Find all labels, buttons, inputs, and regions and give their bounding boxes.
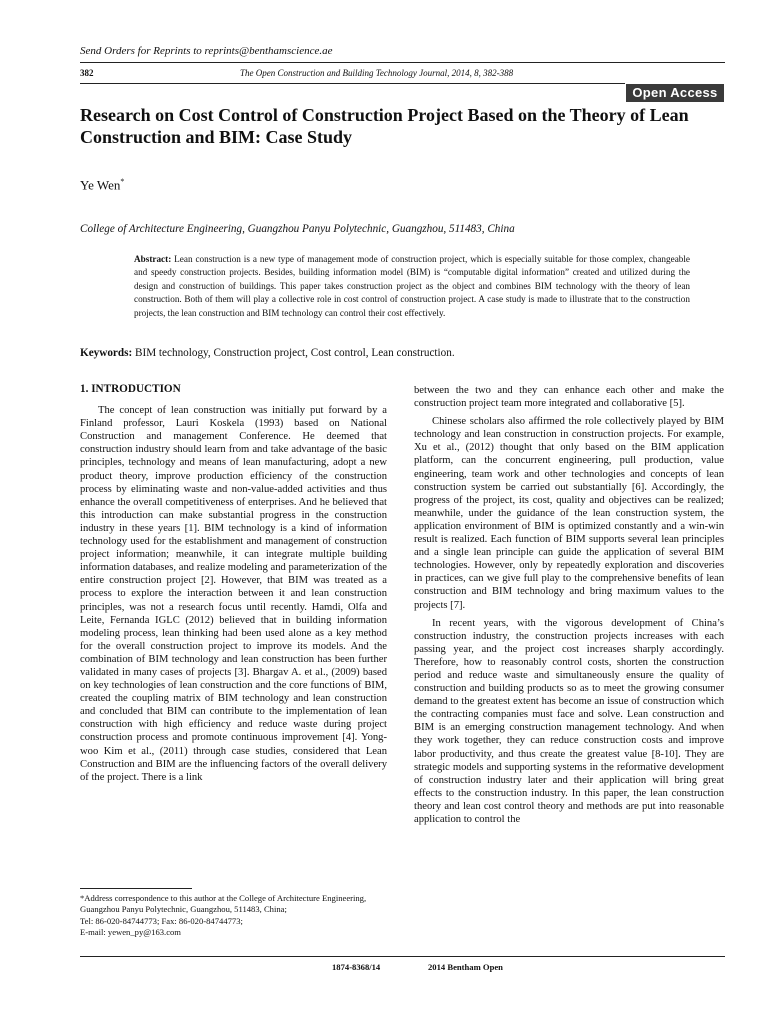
intro-paragraph-1: The concept of lean construction was initially put forward by a Finland professor, Lauri Koskela (1993) based on National Construction and management Conference. He deemed that construction industry should learn from and take advantage of the basic principles, technology and means of lean manufacturing, adopt a new product theory, improve production efficiency of the construction process by eliminating waste and non-value-added activities and thus enhance the overall competitiveness of enterprises. And he believed that this introduction can make substantial progress in the construction industry in these years [1]. BIM technology is a kind of information technology used for the establishment and management of construction project information; meanwhile, it can integrate multiple building information databases, and realize modeling and parameterization of the entire construction project [2]. However, that BIM was treated as a process to explore the interaction between it and lean construction principles, was not a research focus until recently. Hamdi, Olfa and Leite, Fernanda IGLC (2012) believed that in building information modeling process, lean thinking had been used alone as a key method for the overall construction project to improve its models. And the combination of BIM technology and lean construction has been further validated in many cases of projects [3]. Bhargav A. et al., (2009) based on key technologies of lean construction and the core functions of BIM, created the coupling matrix of BIM technology and lean construction and concluded that BIM can contribute to the implementation of lean construction with high efficiency and reduce waste during project construction process and promote continuous improvement [4]. Yong-woo Kim et al., (2011) through case studies, considered that Lean Construction and BIM are the influencing factors of the overall delivery of the project. There is a link xyxy=(80,405,387,783)
author-footnote-mark: * xyxy=(120,177,125,186)
article-title: Research on Cost Control of Construction Project Based on the Theory of Lean Construction and BIM: Case Study xyxy=(80,105,689,147)
reprint-notice: Send Orders for Reprints to reprints@benthamscience.ae xyxy=(80,45,333,57)
abstract xyxy=(134,253,690,320)
footer-rule xyxy=(80,956,725,957)
author-name-text: Ye Wen xyxy=(80,177,121,193)
correspondence-footnote xyxy=(80,893,390,938)
keywords-text: BIM technology, Construction project, Cost control, Lean construction. xyxy=(132,347,455,359)
footnote-phone: Tel: 86-020-84744773; Fax: 86-020-84744773; xyxy=(80,915,243,926)
footnote-email: E-mail: yewen_py@163.com xyxy=(80,926,181,937)
header-rule-secondary xyxy=(80,83,625,84)
keywords-label: Keywords: xyxy=(80,347,133,359)
keywords xyxy=(80,347,725,359)
issn: 1874-8368/14 xyxy=(332,962,381,972)
intro-paragraph-2: Chinese scholars also affirmed the role collectively played by BIM technology and lean construction in construction projects. For example, Xu et al., (2012) thought that only based on the BIM application platform, can the concurrent engineering, pull production, value engineering, team work and other technologies and concepts of lean construction system be carried out substantially [6]. Accordingly, the progress of the project, its cost, quality and objectives can be realized; meanwhile, under the guidance of the lean construction system, the application environment of BIM is optimized constantly and a win-win result is realized. Each function of BIM supports several lean principles and a single lean principle can guide the application of several BIM technologies. However, only by repeatedly exploration and discoveries in practices, can we give full play to the comprehensive benefits of lean construction and BIM technology and bring maximum values to the projects [7]. xyxy=(414,416,724,611)
footnote-address: *Address correspondence to this author at the College of Architecture Engineering, Guangzhou Panyu Polytechnic, Guangzhou, 511483, China; xyxy=(80,893,367,915)
journal-citation: The Open Construction and Building Technology Journal, 2014, 8, 382-388 xyxy=(240,68,514,78)
intro-paragraph-continued: between the two and they can enhance each other and make the construction project team more integrated and collaborative [5]. xyxy=(414,385,724,410)
page-number: 382 xyxy=(80,68,94,78)
intro-paragraph-3: In recent years, with the vigorous development of China’s construction industry, the construction projects increases with each passing year, and the project cost increases sharply accordingly. Therefore, how to reasonably control costs, shorten the construction period and reduce waste and simultaneously ensure the quality of construction and building products so as to meet the growing consumer demand to the greatest extent has become an issue of construction which the contracting companies must face and solve. Lean construction and BIM is an emerging construction management technology. And when they work together, they can reduce construction costs and improve labor productivity, and thus create the greatest value [8-10]. They are strategic models and supporting systems in the reformative development of construction industry later and their application will bring great effects to the construction industry. In this paper, the lean construction theory and lean cost control theory and methods are put into reasonable application to control the xyxy=(414,617,724,825)
left-column xyxy=(80,383,387,789)
author-name xyxy=(80,177,124,193)
abstract-text: Lean construction is a new type of management mode of construction project, which is especially suitable for those complex, changeable and speedy construction projects. Besides, building information model (BIM) is “computable digital information” created and utilized during the design and construction of buildings. This paper takes construction project as the object and combines BIM technology with the theory of lean construction. Both of them will play a collective role in cost control of construction project. A case study is made to illustrate that to the construction projects, the lean construction and BIM technology can control their cost effectively. xyxy=(134,254,690,318)
abstract-label: Abstract: xyxy=(134,254,172,264)
copyright: 2014 Bentham Open xyxy=(428,962,503,972)
open-access-badge: Open Access xyxy=(626,84,724,102)
footnote-rule xyxy=(80,888,192,889)
section-heading: 1. INTRODUCTION xyxy=(80,383,181,395)
header-rule xyxy=(80,62,725,63)
author-affiliation: College of Architecture Engineering, Guangzhou Panyu Polytechnic, Guangzhou, 511483, China xyxy=(80,223,515,235)
right-column xyxy=(414,384,724,831)
